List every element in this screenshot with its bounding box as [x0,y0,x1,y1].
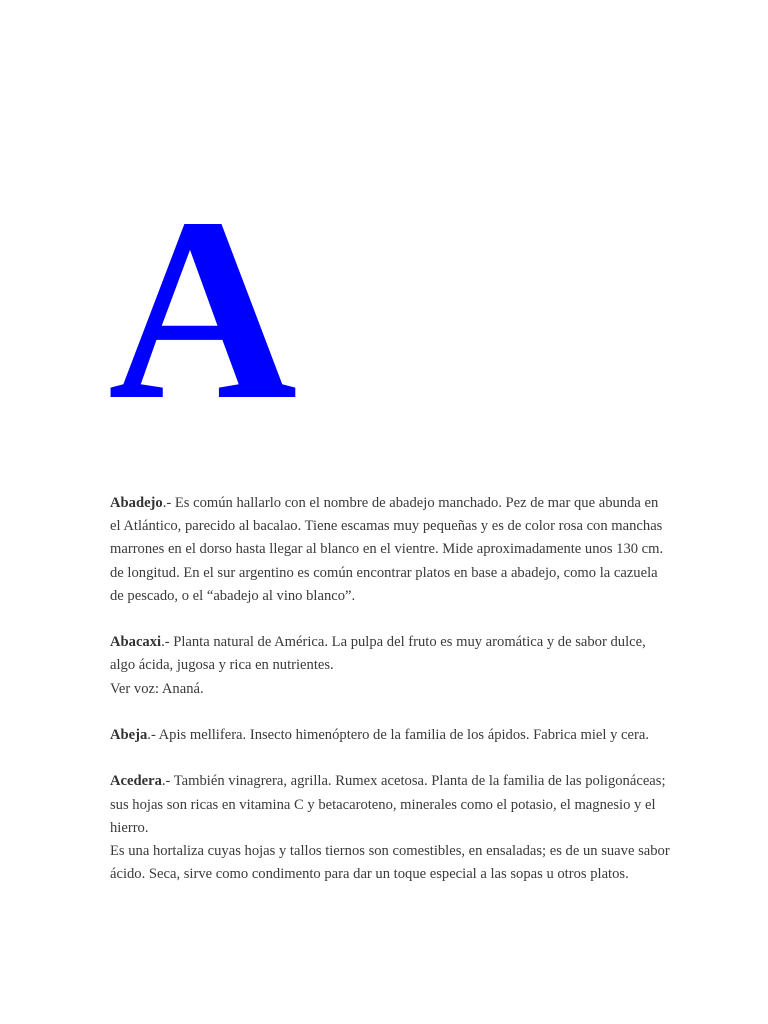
entry-paragraph [110,492,670,608]
entry-definition: .- Planta natural de América. La pulpa del fruto es muy aromática y de sabor dulce, algo ácida, jugosa y rica en nutrientes. [110,634,646,674]
entry-term: Abeja [110,727,148,743]
entry-term: Abadejo [110,495,163,511]
entry-term: Abacaxi [110,634,162,651]
glossary-entries [110,492,670,910]
section-letter: A [108,164,298,454]
glossary-entry-acedera [110,770,670,886]
entry-definition: .- También vinagrera, agrilla. Rumex acetosa. Planta de la familia de las poligonáceas; sus hojas son ricas en vitamina C y betacaroteno, minerales como el potasio, el magnesio y el hierro. [110,773,666,836]
entry-paragraph [110,724,670,747]
entry-paragraph [110,770,670,840]
entry-definition: .- Es común hallarlo con el nombre de abadejo manchado. Pez de mar que abunda en el Atlántico, parecido al bacalao. Tiene escamas muy pequeñas y es de color rosa con manchas marrones en el dorso hasta llegar al blanco en el vientre. Mide aproximadamente unos 130 cm. de longitud. En el sur argentino es común encontrar platos en base a abadejo, como la cazuela de pescado, o el “abadejo al vino blanco”. [110,495,664,604]
entry-term: Acedera [110,773,162,790]
entry-paragraph-continued: Es una hortaliza cuyas hojas y tallos tiernos son comestibles, en ensaladas; es de un suave sabor ácido. Seca, sirve como condimento para dar un toque especial a las sopas u otros platos. [110,843,670,883]
glossary-entry-abadejo [110,492,670,608]
glossary-entry-abacaxi [110,631,670,701]
glossary-entry-abeja [110,724,670,747]
entry-paragraph [110,631,670,677]
entry-definition: .- Apis mellifera. Insecto himenóptero de la familia de los ápidos. Fabrica miel y cera. [147,727,649,743]
entry-cross-reference: Ver voz: Ananá. [110,680,204,697]
